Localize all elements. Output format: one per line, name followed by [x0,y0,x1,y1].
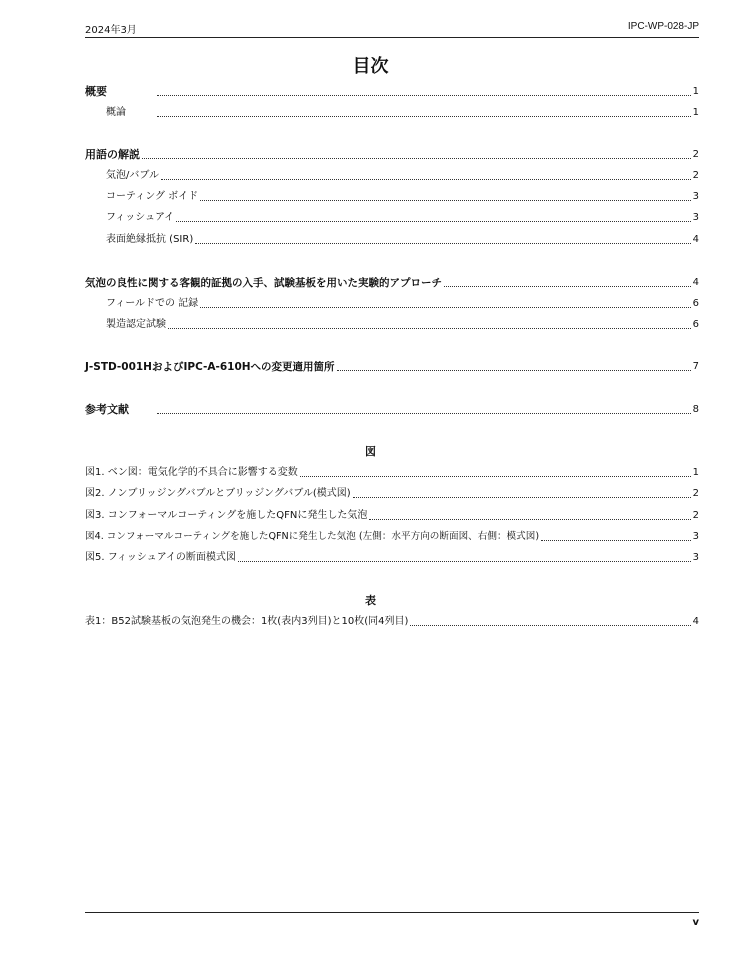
toc-leader [369,519,690,520]
footer-page-number: v [692,917,699,928]
figure-entry[interactable] [85,548,699,564]
toc-leader [337,370,691,371]
toc-label: コーティング ボイド [106,191,199,202]
toc-label: フィッシュアイ [106,212,175,223]
toc-page: 8 [692,404,699,415]
table-entry[interactable] [85,612,699,628]
toc-leader [238,561,691,562]
toc-page: 2 [692,170,699,181]
toc-leader [353,497,691,498]
toc-page: 1 [692,86,699,97]
toc-leader [200,200,690,201]
toc-label: 表面絶縁抵抗 (SIR) [106,234,194,245]
figure-page: 1 [692,467,699,478]
toc-entry-coating-void[interactable] [106,187,699,203]
toc-page: 4 [692,234,699,245]
tables-heading: 表 [365,594,376,607]
figure-label: 図5. フィッシュアイの断面模式図 [85,552,236,563]
toc-page: 2 [692,149,699,160]
toc-label: 概要 [85,85,107,98]
figure-label: 図1. ベン図：電気化学的不具合に影響する変数 [85,467,298,478]
toc-leader [157,413,691,414]
toc-leader [200,307,690,308]
table-page: 4 [692,616,699,627]
toc-entry-glossary[interactable] [85,145,699,161]
figure-entry[interactable] [85,506,699,522]
table-label: 表1：B52試験基板の気泡発生の機会：1枚(表内3列目)と10枚(同4列目) [85,616,409,627]
toc-leader [300,476,691,477]
toc-label: 気泡の良性に関する客観的証拠の入手、試験基板を用いた実験的アプローチ [85,277,442,289]
header-doc-id: IPC-WP-028-JP [627,21,699,32]
toc-leader [410,625,690,626]
toc-entry-field-record[interactable] [106,294,699,310]
toc-label: 気泡/バブル [106,170,159,181]
toc-leader [444,286,691,287]
figure-entry[interactable] [85,463,699,479]
toc-leader [541,540,691,541]
figure-entry[interactable] [85,484,699,500]
toc-page: 3 [692,212,699,223]
figures-heading: 図 [365,445,376,458]
toc-page: 6 [692,298,699,309]
toc-label: 用語の解説 [85,148,140,161]
toc-page: 1 [692,107,699,118]
toc-page: 3 [692,191,699,202]
toc-entry-references[interactable] [85,400,699,416]
toc-entry-overview[interactable] [85,82,699,98]
figure-label: 図3. コンフォーマルコーティングを施したQFNに発生した気泡 [85,510,368,521]
toc-leader [176,221,691,222]
figure-page: 2 [692,488,699,499]
toc-entry-qualification-test[interactable] [106,315,699,331]
toc-page: 4 [692,277,699,288]
toc-leader [195,243,690,244]
toc-leader [142,158,691,159]
toc-leader [157,95,691,96]
toc-label: 参考文献 [85,403,129,416]
toc-page: 6 [692,319,699,330]
toc-entry-introduction[interactable] [106,103,699,119]
figure-entry[interactable] [85,527,699,543]
page-title: 目次 [352,56,389,77]
toc-leader [161,179,691,180]
figure-label: 図4. コンフォーマルコーティングを施したQFNに発生した気泡 (左側：水平方向の断面図、右側：模式図) [85,531,540,542]
figure-page: 3 [692,552,699,563]
header-date: 2024年3月 [85,25,137,36]
toc-label: 製造認定試験 [106,319,166,330]
toc-entry-experimental-approach[interactable] [85,273,699,289]
figure-page: 2 [692,510,699,521]
toc-page: 7 [692,361,699,372]
toc-label: フィールドでの 記録 [106,298,199,309]
toc-entry-sir[interactable] [106,230,699,246]
toc-entry-fisheye[interactable] [106,208,699,224]
toc-leader [168,328,691,329]
toc-entry-bubble[interactable] [106,166,699,182]
figure-page: 3 [692,531,699,542]
toc-label: J-STD-001HおよびIPC-A-610Hへの変更適用箇所 [85,361,335,373]
figure-label: 図2. ノンブリッジングバブルとブリッジングバブル(模式図) [85,488,351,499]
toc-leader [157,116,691,117]
footer-rule [85,912,699,913]
toc-label: 概論 [106,107,126,118]
toc-entry-standard-changes[interactable] [85,357,699,373]
page-header [85,20,699,38]
